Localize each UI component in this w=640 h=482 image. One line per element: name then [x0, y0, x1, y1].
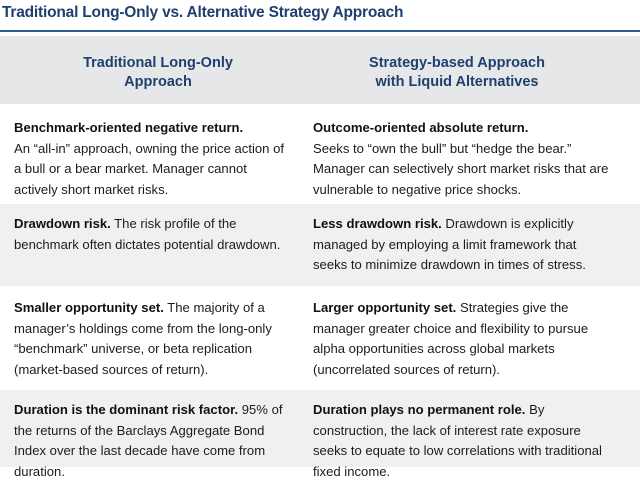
left-cell-lead: Drawdown risk.	[14, 216, 111, 231]
right-cell-text: Drawdown is explicitly managed by employing a limit framework that seeks to minimize drawdown in times of stress.	[313, 216, 586, 272]
comparison-row-drawdown	[0, 204, 640, 286]
left-cell-lead: Smaller opportunity set.	[14, 300, 164, 315]
right-cell	[313, 118, 613, 200]
left-cell-lead: Duration is the dominant risk factor.	[14, 402, 239, 417]
title-divider	[0, 30, 640, 32]
right-cell	[313, 214, 613, 276]
right-cell-lead: Larger opportunity set.	[313, 300, 457, 315]
left-cell	[14, 298, 292, 380]
right-cell	[313, 298, 613, 380]
right-cell-lead: Outcome-oriented absolute return.	[313, 120, 529, 135]
left-column-heading: Traditional Long-Only Approach	[83, 55, 233, 90]
page-title: Traditional Long-Only vs. Alternative Strategy Approach	[2, 4, 404, 21]
right-cell	[313, 400, 613, 482]
right-cell-text: Seeks to “own the bull” but “hedge the bear.” Manager can selectively short market risks that are vulnerable to negative price shocks.	[313, 140, 609, 197]
comparison-row-duration	[0, 390, 640, 479]
right-cell-text: Strategies give the manager greater choice and flexibility to pursue alpha opportunities across global markets (uncorrelated sources of return).	[313, 300, 589, 377]
right-column-heading: Strategy-based Approach with Liquid Alternatives	[369, 55, 545, 90]
left-cell	[14, 400, 292, 482]
comparison-row-return	[0, 108, 640, 198]
left-cell-text: The risk profile of the benchmark often dictates potential drawdown.	[14, 216, 281, 252]
comparison-row-opportunity	[0, 288, 640, 386]
right-cell-lead: Duration plays no permanent role.	[313, 402, 526, 417]
left-cell	[14, 214, 292, 255]
right-cell-text: By construction, the lack of interest rate exposure seeks to equate to low correlations with traditional fixed income.	[313, 402, 602, 479]
right-cell-lead: Less drawdown risk.	[313, 216, 442, 231]
left-cell-text: 95% of the returns of the Barclays Aggregate Bond Index over the last decade have come from duration.	[14, 402, 283, 479]
left-cell	[14, 118, 292, 200]
left-cell-text: An “all-in” approach, owning the price action of a bull or a bear market. Manager cannot actively short market risks.	[14, 140, 285, 197]
left-cell-text: The majority of a manager’s holdings come from the long-only “benchmark” universe, or beta replication (market-based sources of return).	[14, 300, 272, 377]
left-cell-lead: Benchmark-oriented negative return.	[14, 120, 244, 135]
